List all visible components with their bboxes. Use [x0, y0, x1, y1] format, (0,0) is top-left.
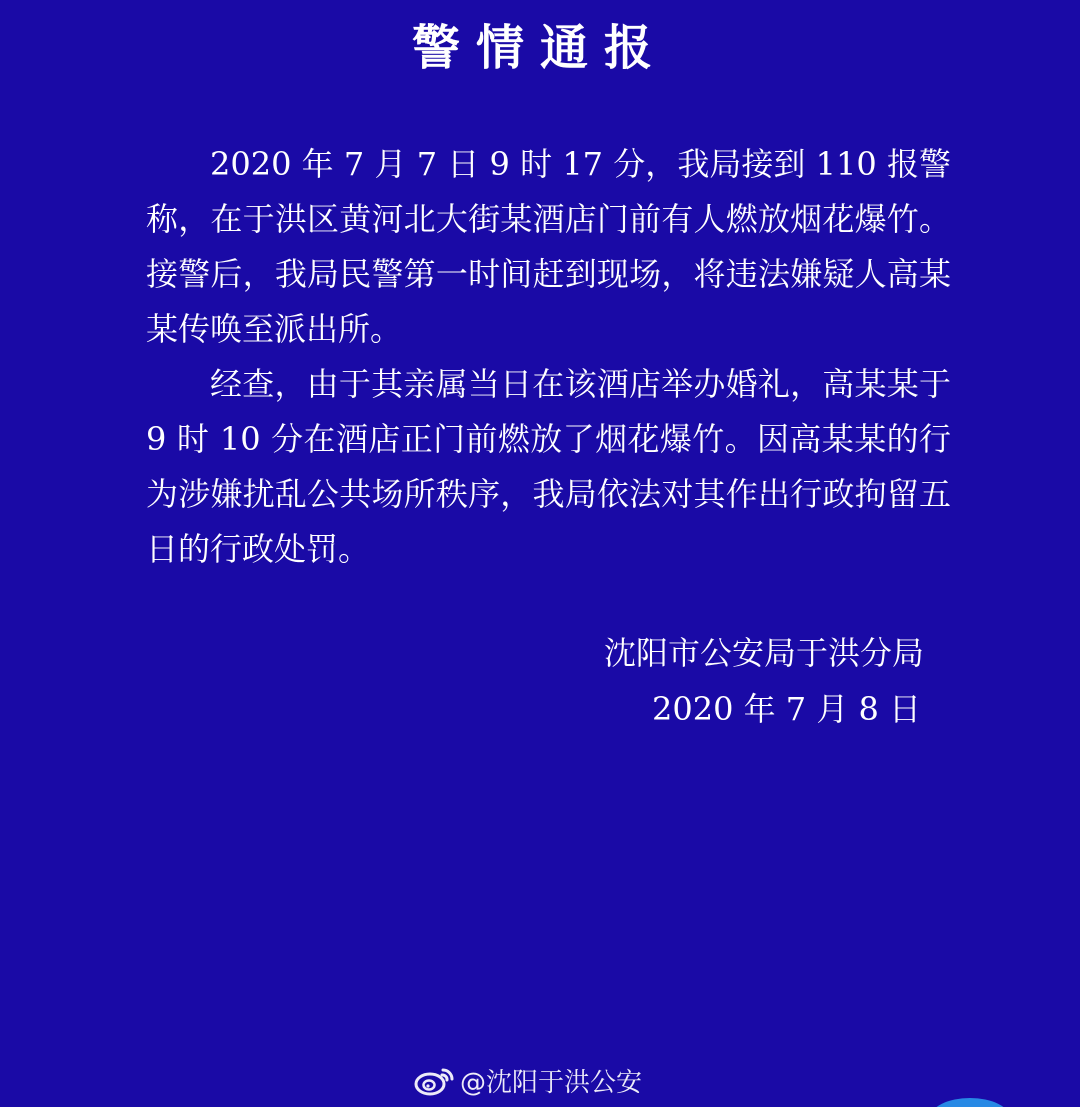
weibo-watermark [414, 1058, 642, 1102]
notice-title: 警情通报 [411, 20, 668, 76]
notice-paragraph-2: 经查，由于其亲属当日在该酒店举办婚礼，高某某于 9 时 10 分在酒店正门前燃放了烟花爆竹。因高某某的行为涉嫌扰乱公共场所秩序，我局依法对其作出行政拘留五日的行政处罚。 [146, 365, 951, 568]
weibo-icon [414, 1063, 456, 1097]
issuing-organization: 沈阳市公安局于洪分局 [604, 634, 925, 672]
weibo-account-handle: @沈阳于洪公安 [460, 1067, 643, 1098]
issue-date: 2020 年 7 月 8 日 [652, 690, 922, 728]
corner-decoration [930, 1098, 1010, 1107]
notice-paragraph-1: 2020 年 7 月 7 日 9 时 17 分，我局接到 110 报警称，在于洪区黄河北大街某酒店门前有人燃放烟花爆竹。接警后，我局民警第一时间赶到现场，将违法嫌疑人高某某传唤至派出所。 [146, 145, 951, 348]
notice-body [146, 137, 951, 577]
